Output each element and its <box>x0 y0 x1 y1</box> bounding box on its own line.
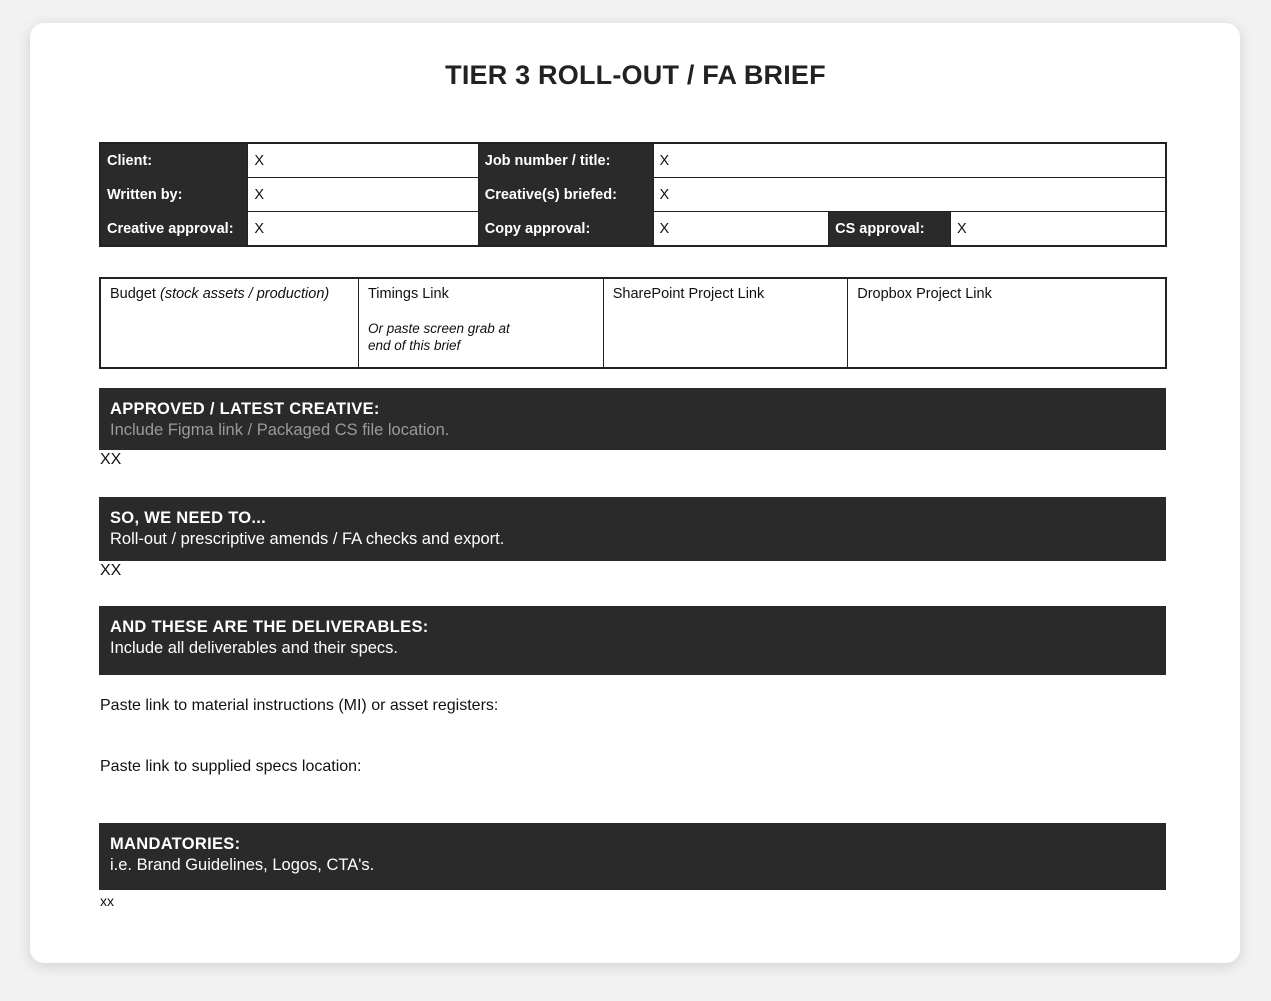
sharepoint-cell[interactable] <box>603 278 848 368</box>
client-label: Client: <box>100 143 248 178</box>
deliverables-subtext: Include all deliverables and their specs. <box>110 639 399 657</box>
timings-label: Timings Link <box>367 286 449 302</box>
need-to-content[interactable]: XX <box>100 562 122 579</box>
need-to-header <box>99 497 1166 561</box>
links-table <box>99 277 1167 369</box>
approved-creative-header <box>99 388 1166 450</box>
table-row <box>100 212 1166 247</box>
job-number-field[interactable]: X <box>653 143 1166 178</box>
mandatories-heading: MANDATORIES: <box>110 835 241 853</box>
budget-note: (stock assets / production) <box>160 286 330 302</box>
sharepoint-label: SharePoint Project Link <box>612 286 765 302</box>
cs-approval-field[interactable]: X <box>950 212 1166 247</box>
need-to-subtext: Roll-out / prescriptive amends / FA checks and export. <box>110 530 505 548</box>
creatives-briefed-label: Creative(s) briefed: <box>478 178 653 212</box>
timings-cell[interactable] <box>358 278 603 368</box>
approved-creative-heading: APPROVED / LATEST CREATIVE: <box>110 400 380 418</box>
supplied-specs-line[interactable]: Paste link to supplied specs location: <box>100 758 362 775</box>
creative-approval-field[interactable]: X <box>248 212 478 247</box>
dropbox-cell[interactable] <box>848 278 1166 368</box>
material-instructions-line[interactable]: Paste link to material instructions (MI) or asset registers: <box>100 697 499 714</box>
mandatories-header <box>99 823 1166 890</box>
approved-creative-content[interactable]: XX <box>100 451 122 468</box>
deliverables-heading: AND THESE ARE THE DELIVERABLES: <box>110 618 429 636</box>
written-by-label: Written by: <box>100 178 248 212</box>
budget-cell[interactable] <box>100 278 358 368</box>
copy-approval-label: Copy approval: <box>478 212 653 247</box>
creatives-briefed-field[interactable]: X <box>653 178 1166 212</box>
client-field[interactable]: X <box>248 143 478 178</box>
job-number-label: Job number / title: <box>478 143 653 178</box>
mandatories-content[interactable]: xx <box>100 893 114 909</box>
brief-info-table <box>99 142 1167 247</box>
need-to-heading: SO, WE NEED TO... <box>110 509 267 527</box>
approved-creative-subtext: Include Figma link / Packaged CS file location. <box>110 421 450 439</box>
mandatories-subtext: i.e. Brand Guidelines, Logos, CTA's. <box>110 856 375 874</box>
cs-approval-label: CS approval: <box>829 212 951 247</box>
page-title: TIER 3 ROLL-OUT / FA BRIEF <box>445 60 826 90</box>
budget-label: Budget <box>110 286 156 302</box>
table-row <box>100 278 1166 368</box>
creative-approval-label: Creative approval: <box>100 212 248 247</box>
table-row <box>100 143 1166 178</box>
table-row <box>100 178 1166 212</box>
written-by-field[interactable]: X <box>248 178 478 212</box>
timings-note: Or paste screen grab at end of this brief <box>367 321 510 353</box>
dropbox-label: Dropbox Project Link <box>857 286 992 302</box>
copy-approval-field[interactable]: X <box>653 212 829 247</box>
deliverables-header <box>99 606 1166 675</box>
